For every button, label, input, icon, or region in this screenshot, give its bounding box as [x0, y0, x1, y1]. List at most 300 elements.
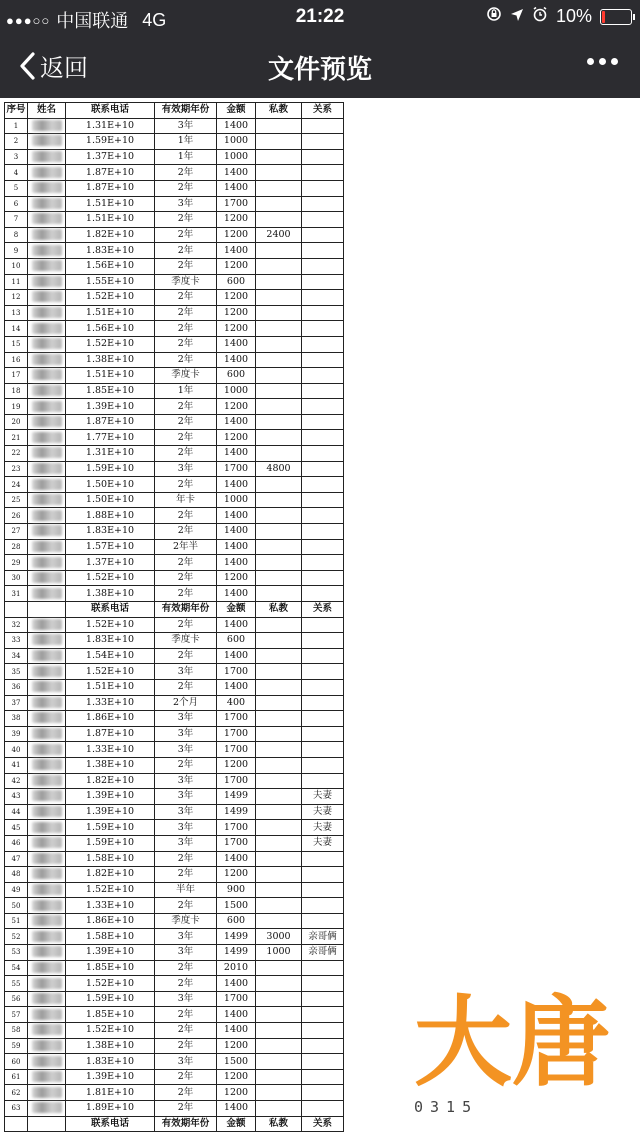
validity-cell: 季度卡 [155, 913, 217, 929]
name-cell [28, 664, 66, 680]
relation-cell [302, 1007, 344, 1023]
table-row [5, 430, 344, 446]
row-index: 33 [5, 633, 28, 649]
row-index: 10 [5, 258, 28, 274]
validity-cell: 3年 [155, 835, 217, 851]
validity-cell: 2年 [155, 1007, 217, 1023]
phone-cell: 1.52E+10 [66, 617, 155, 633]
coach-cell [256, 1007, 302, 1023]
validity-cell: 有效期年份 [155, 1116, 217, 1132]
row-index: 52 [5, 929, 28, 945]
coach-cell [256, 867, 302, 883]
back-label: 返回 [40, 54, 88, 82]
validity-cell: 2年 [155, 446, 217, 462]
phone-cell: 1.59E+10 [66, 835, 155, 851]
name-cell [28, 1023, 66, 1039]
table-row [5, 149, 344, 165]
file-preview[interactable] [0, 98, 640, 1138]
validity-cell: 2年 [155, 1101, 217, 1117]
page-title: 文件预览 [267, 55, 372, 85]
network-label: 4G [142, 9, 167, 30]
name-cell [28, 929, 66, 945]
validity-cell: 2年 [155, 960, 217, 976]
redacted-name [32, 759, 62, 770]
redacted-name [32, 884, 62, 895]
name-cell [28, 991, 66, 1007]
validity-cell: 季度卡 [155, 274, 217, 290]
name-cell [28, 492, 66, 508]
relation-cell [302, 851, 344, 867]
redacted-name [32, 229, 62, 240]
amount-cell: 1700 [217, 820, 256, 836]
row-index: 11 [5, 274, 28, 290]
validity-cell: 2年 [155, 399, 217, 415]
relation-cell [302, 586, 344, 602]
redacted-name [32, 213, 62, 224]
amount-cell: 1700 [217, 726, 256, 742]
relation-cell: 夫妻 [302, 804, 344, 820]
redacted-name [32, 525, 62, 536]
table-row [5, 477, 344, 493]
amount-cell: 1400 [217, 555, 256, 571]
redacted-name [32, 853, 62, 864]
redacted-name [32, 494, 62, 505]
relation-cell [302, 1101, 344, 1117]
phone-cell: 1.86E+10 [66, 913, 155, 929]
coach-cell [256, 305, 302, 321]
coach-cell [256, 757, 302, 773]
row-index [5, 602, 28, 618]
phone-cell: 1.37E+10 [66, 555, 155, 571]
table-row [5, 165, 344, 181]
redacted-name [32, 510, 62, 521]
phone-cell: 1.31E+10 [66, 118, 155, 134]
relation-cell [302, 165, 344, 181]
table-row [5, 1101, 344, 1117]
table-row [5, 633, 344, 649]
relation-cell: 夫妻 [302, 835, 344, 851]
table-row [5, 1054, 344, 1070]
relation-cell [302, 274, 344, 290]
validity-cell: 1年 [155, 383, 217, 399]
phone-cell: 1.39E+10 [66, 1069, 155, 1085]
coach-cell [256, 290, 302, 306]
relation-cell: 夫妻 [302, 789, 344, 805]
column-header: 联系电话 [66, 103, 155, 119]
row-index: 25 [5, 492, 28, 508]
row-index: 4 [5, 165, 28, 181]
table-row [5, 414, 344, 430]
amount-cell: 600 [217, 913, 256, 929]
table-row [5, 991, 344, 1007]
phone-cell: 1.82E+10 [66, 773, 155, 789]
table-row [5, 1007, 344, 1023]
amount-cell: 1400 [217, 336, 256, 352]
row-index: 3 [5, 149, 28, 165]
relation-cell [302, 617, 344, 633]
validity-cell: 年卡 [155, 492, 217, 508]
coach-cell [256, 726, 302, 742]
phone-cell: 1.56E+10 [66, 321, 155, 337]
phone-cell: 1.88E+10 [66, 508, 155, 524]
relation-cell [302, 321, 344, 337]
redacted-name [32, 650, 62, 661]
redacted-name [32, 572, 62, 583]
row-index: 14 [5, 321, 28, 337]
relation-cell [302, 134, 344, 150]
name-cell [28, 134, 66, 150]
coach-cell [256, 508, 302, 524]
table-row [5, 851, 344, 867]
name-cell [28, 368, 66, 384]
amount-cell: 1400 [217, 414, 256, 430]
validity-cell: 2年 [155, 976, 217, 992]
validity-cell: 2年 [155, 648, 217, 664]
status-right [486, 6, 632, 27]
validity-cell: 2年 [155, 757, 217, 773]
name-cell [28, 539, 66, 555]
relation-cell [302, 1038, 344, 1054]
relation-cell [302, 1085, 344, 1101]
more-menu-button[interactable] [587, 58, 618, 65]
table-row [5, 695, 344, 711]
name-cell [28, 274, 66, 290]
amount-cell: 1400 [217, 118, 256, 134]
redacted-name [32, 245, 62, 256]
row-index: 45 [5, 820, 28, 836]
phone-cell: 1.82E+10 [66, 867, 155, 883]
row-index: 39 [5, 726, 28, 742]
coach-cell: 私教 [256, 602, 302, 618]
table-row [5, 336, 344, 352]
name-cell [28, 773, 66, 789]
amount-cell: 1500 [217, 1054, 256, 1070]
battery-icon [600, 9, 632, 25]
amount-cell: 1499 [217, 804, 256, 820]
name-cell [28, 679, 66, 695]
name-cell [28, 1101, 66, 1117]
relation-cell [302, 414, 344, 430]
validity-cell: 2年 [155, 1038, 217, 1054]
validity-cell: 2年 [155, 867, 217, 883]
validity-cell: 1年 [155, 149, 217, 165]
phone-cell: 1.57E+10 [66, 539, 155, 555]
redacted-name [32, 806, 62, 817]
row-index: 18 [5, 383, 28, 399]
table-row [5, 258, 344, 274]
phone-cell: 1.87E+10 [66, 726, 155, 742]
name-cell [28, 430, 66, 446]
column-header: 关系 [302, 103, 344, 119]
amount-cell: 1200 [217, 1038, 256, 1054]
relation-cell [302, 430, 344, 446]
row-index: 56 [5, 991, 28, 1007]
phone-cell: 1.51E+10 [66, 196, 155, 212]
validity-cell: 3年 [155, 726, 217, 742]
redacted-name [32, 666, 62, 677]
redacted-name [32, 401, 62, 412]
validity-cell: 3年 [155, 196, 217, 212]
validity-cell: 2年 [155, 524, 217, 540]
name-cell [28, 711, 66, 727]
redacted-name [32, 338, 62, 349]
validity-cell: 3年 [155, 929, 217, 945]
phone-cell: 1.50E+10 [66, 492, 155, 508]
table-row [5, 227, 344, 243]
name-cell [28, 726, 66, 742]
relation-cell [302, 524, 344, 540]
row-index: 28 [5, 539, 28, 555]
validity-cell: 2年 [155, 290, 217, 306]
coach-cell [256, 882, 302, 898]
row-index: 34 [5, 648, 28, 664]
coach-cell [256, 711, 302, 727]
row-index: 27 [5, 524, 28, 540]
table-row [5, 679, 344, 695]
validity-cell: 2年 [155, 555, 217, 571]
validity-cell: 3年 [155, 945, 217, 961]
relation-cell [302, 1023, 344, 1039]
relation-cell [302, 742, 344, 758]
phone-cell: 1.33E+10 [66, 742, 155, 758]
coach-cell [256, 835, 302, 851]
redacted-name [32, 432, 62, 443]
amount-cell: 1200 [217, 399, 256, 415]
table-row [5, 508, 344, 524]
relation-cell [302, 913, 344, 929]
member-table [4, 102, 344, 1132]
coach-cell [256, 524, 302, 540]
coach-cell [256, 118, 302, 134]
coach-cell [256, 1054, 302, 1070]
redacted-name [32, 369, 62, 380]
validity-cell: 3年 [155, 664, 217, 680]
row-index: 61 [5, 1069, 28, 1085]
phone-cell: 1.52E+10 [66, 882, 155, 898]
table-row [5, 290, 344, 306]
amount-cell: 1200 [217, 570, 256, 586]
redacted-name [32, 837, 62, 848]
row-index: 36 [5, 679, 28, 695]
phone-cell: 1.31E+10 [66, 446, 155, 462]
row-index: 2 [5, 134, 28, 150]
redacted-name [32, 728, 62, 739]
status-bar [0, 0, 640, 34]
table-row [5, 305, 344, 321]
table-row [5, 492, 344, 508]
coach-cell [256, 258, 302, 274]
relation-cell [302, 633, 344, 649]
phone-cell: 1.52E+10 [66, 664, 155, 680]
amount-cell: 1200 [217, 1069, 256, 1085]
amount-cell: 1700 [217, 461, 256, 477]
name-cell [28, 695, 66, 711]
phone-cell: 1.83E+10 [66, 633, 155, 649]
table-row [5, 898, 344, 914]
validity-cell: 2个月 [155, 695, 217, 711]
relation-cell [302, 1054, 344, 1070]
coach-cell [256, 336, 302, 352]
validity-cell: 半年 [155, 882, 217, 898]
validity-cell: 季度卡 [155, 633, 217, 649]
coach-cell [256, 180, 302, 196]
nav-bar [0, 34, 640, 98]
coach-cell: 2400 [256, 227, 302, 243]
amount-cell: 1200 [217, 290, 256, 306]
row-index: 5 [5, 180, 28, 196]
row-index: 53 [5, 945, 28, 961]
signal-strength-icon: ●●●○○ [6, 12, 51, 28]
table-row [5, 804, 344, 820]
amount-cell: 1400 [217, 446, 256, 462]
amount-cell: 1400 [217, 477, 256, 493]
name-cell [28, 1069, 66, 1085]
name-cell [28, 227, 66, 243]
amount-cell: 900 [217, 882, 256, 898]
table-row [5, 1038, 344, 1054]
name-cell [28, 258, 66, 274]
name-cell [28, 149, 66, 165]
amount-cell: 1200 [217, 305, 256, 321]
amount-cell: 400 [217, 695, 256, 711]
coach-cell [256, 617, 302, 633]
table-row [5, 243, 344, 259]
table-row [5, 1069, 344, 1085]
relation-cell [302, 180, 344, 196]
phone-cell: 1.59E+10 [66, 991, 155, 1007]
row-index: 38 [5, 711, 28, 727]
more-dot-icon [587, 58, 594, 65]
validity-cell: 2年 [155, 617, 217, 633]
amount-cell: 1700 [217, 773, 256, 789]
name-cell [28, 524, 66, 540]
name-cell [28, 165, 66, 181]
location-icon [510, 6, 524, 27]
relation-cell [302, 212, 344, 228]
coach-cell [256, 477, 302, 493]
row-index: 16 [5, 352, 28, 368]
redacted-name [32, 385, 62, 396]
name-cell [28, 414, 66, 430]
table-row [5, 118, 344, 134]
name-cell [28, 290, 66, 306]
redacted-name [32, 354, 62, 365]
redacted-name [32, 541, 62, 552]
name-cell [28, 648, 66, 664]
relation-cell [302, 477, 344, 493]
row-index: 30 [5, 570, 28, 586]
validity-cell: 2年 [155, 243, 217, 259]
coach-cell [256, 851, 302, 867]
table-row [5, 711, 344, 727]
redacted-name [32, 447, 62, 458]
row-index: 19 [5, 399, 28, 415]
phone-cell: 1.77E+10 [66, 430, 155, 446]
amount-cell: 1400 [217, 508, 256, 524]
coach-cell [256, 196, 302, 212]
amount-cell: 1499 [217, 929, 256, 945]
row-index: 37 [5, 695, 28, 711]
coach-cell [256, 414, 302, 430]
coach-cell [256, 820, 302, 836]
name-cell [28, 882, 66, 898]
amount-cell: 1200 [217, 430, 256, 446]
row-index: 49 [5, 882, 28, 898]
validity-cell: 2年 [155, 321, 217, 337]
relation-cell [302, 290, 344, 306]
redacted-name [32, 697, 62, 708]
table-row [5, 399, 344, 415]
coach-cell [256, 212, 302, 228]
name-cell [28, 399, 66, 415]
name-cell [28, 742, 66, 758]
amount-cell: 1000 [217, 492, 256, 508]
phone-cell: 1.83E+10 [66, 243, 155, 259]
redacted-name [32, 291, 62, 302]
phone-cell: 联系电话 [66, 602, 155, 618]
relation-cell [302, 336, 344, 352]
redacted-name [32, 260, 62, 271]
relation-cell [302, 446, 344, 462]
phone-cell: 1.87E+10 [66, 165, 155, 181]
table-row [5, 1085, 344, 1101]
row-index: 7 [5, 212, 28, 228]
amount-cell: 1400 [217, 1023, 256, 1039]
phone-cell: 1.55E+10 [66, 274, 155, 290]
redacted-name [32, 1056, 62, 1067]
coach-cell [256, 1069, 302, 1085]
validity-cell: 3年 [155, 742, 217, 758]
row-index: 9 [5, 243, 28, 259]
relation-cell [302, 679, 344, 695]
relation-cell [302, 149, 344, 165]
redacted-name [32, 1009, 62, 1020]
row-index: 62 [5, 1085, 28, 1101]
redacted-name [32, 416, 62, 427]
table-row [5, 913, 344, 929]
phone-cell: 1.51E+10 [66, 368, 155, 384]
coach-cell [256, 492, 302, 508]
coach-cell [256, 134, 302, 150]
redacted-name [32, 993, 62, 1004]
column-header: 有效期年份 [155, 103, 217, 119]
amount-cell: 1000 [217, 134, 256, 150]
amount-cell: 2010 [217, 960, 256, 976]
redacted-name [32, 588, 62, 599]
redacted-name [32, 744, 62, 755]
relation-cell [302, 570, 344, 586]
amount-cell: 1499 [217, 789, 256, 805]
relation-cell [302, 352, 344, 368]
table-row [5, 882, 344, 898]
relation-cell [302, 648, 344, 664]
coach-cell [256, 991, 302, 1007]
redacted-name [32, 962, 62, 973]
coach-cell: 4800 [256, 461, 302, 477]
coach-cell [256, 539, 302, 555]
table-row [5, 773, 344, 789]
coach-cell [256, 898, 302, 914]
row-index: 31 [5, 586, 28, 602]
amount-cell: 600 [217, 633, 256, 649]
row-index: 8 [5, 227, 28, 243]
relation-cell [302, 711, 344, 727]
redacted-name [32, 900, 62, 911]
redacted-name [32, 712, 62, 723]
row-index: 50 [5, 898, 28, 914]
amount-cell: 金额 [217, 602, 256, 618]
column-header: 私教 [256, 103, 302, 119]
